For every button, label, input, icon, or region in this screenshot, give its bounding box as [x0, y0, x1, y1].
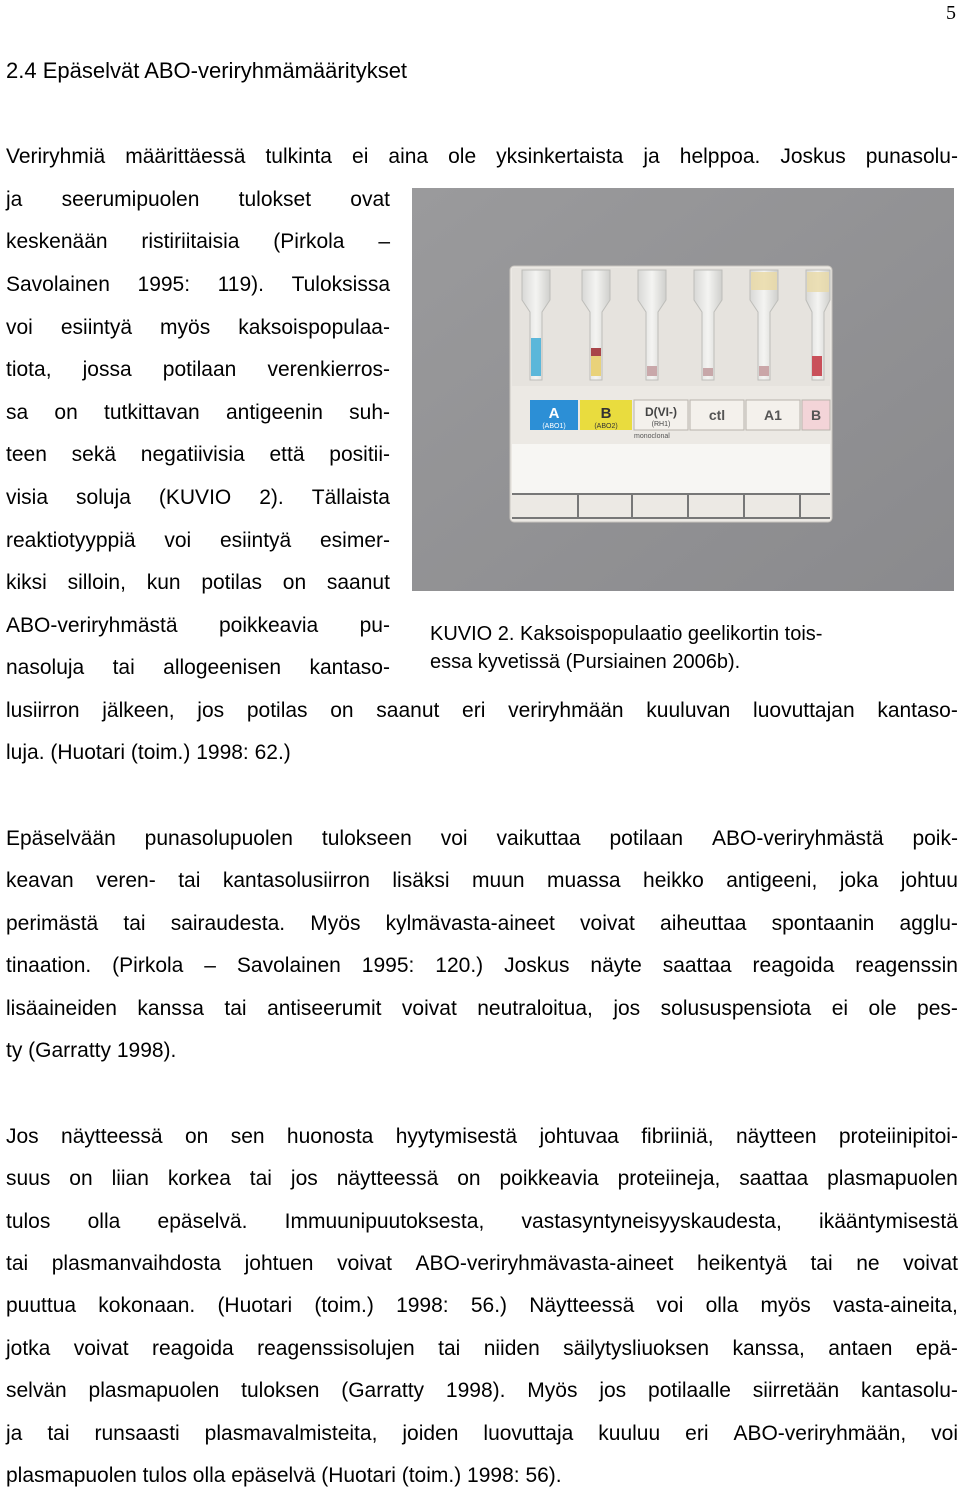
text-line: suus on liian korkea tai jos näytteessä on poikkeavia proteiineja, saattaa plasmapuolen — [6, 1167, 958, 1190]
text-line: tiota, jossa potilaan verenkierros- — [6, 358, 390, 381]
text-line: perimästä tai sairaudesta. Myös kylmävasta-aineet voivat aiheuttaa spontaanin agglu- — [6, 912, 958, 935]
text-line: lisäaineiden kanssa tai antiseerumit voivat neutraloitua, jos solususpensiota ei ole pes- — [6, 997, 958, 1020]
caption-line: essa kyvetissä (Pursiainen 2006b). — [430, 651, 741, 673]
text-line: kiksi silloin, kun potilas on saanut — [6, 571, 390, 594]
text-line: reaktiotyyppiä voi esiintyä esimer- — [6, 529, 390, 552]
figure-caption — [430, 620, 822, 676]
text-line: plasmapuolen tulos olla epäselvä (Huotari (toim.) 1998: 56). — [6, 1464, 562, 1487]
card-label-d-sub: (RH1) — [651, 421, 671, 428]
text-line: tinaation. (Pirkola – Savolainen 1995: 120.) Joskus näyte saattaa reagoida reagenssin — [6, 954, 958, 977]
text-line: ty (Garratty 1998). — [6, 1039, 177, 1062]
text-line: ja seerumipuolen tulokset ovat — [6, 188, 390, 211]
text-line: selvän plasmapuolen tuloksen (Garratty 1998). Myös jos potilaalle siirretään kantasolu- — [6, 1379, 958, 1402]
section-heading: 2.4 Epäselvät ABO-veriryhmämääritykset — [6, 58, 408, 83]
card-label-b2: B — [810, 407, 822, 423]
text-line: ABO-veriryhmästä poikkeavia pu- — [6, 614, 390, 637]
text-line: Savolainen 1995: 119). Tuloksissa — [6, 273, 390, 296]
card-label-ctl: ctl — [708, 407, 726, 423]
text-line: puuttua kokonaan. (Huotari (toim.) 1998: 56.) Näytteessä voi olla myös vasta-aineita, — [6, 1294, 958, 1317]
text-line: ja tai runsaasti plasmavalmisteita, joiden luovuttaja kuuluu eri ABO-veriryhmään, voi — [6, 1422, 958, 1445]
card-label-b: B — [600, 405, 612, 422]
caption-line: KUVIO 2. Kaksoispopulaatio geelikortin tois- — [430, 623, 823, 645]
text-line: nasoluja tai allogeenisen kantaso- — [6, 656, 390, 679]
text-line: tai plasmanvaihdosta johtuen voivat ABO-veriryhmävasta-aineet heikentyä tai ne voivat — [6, 1252, 958, 1275]
page-number: 5 — [946, 2, 956, 24]
text-line: Epäselvään punasolupuolen tulokseen voi vaikuttaa potilaan ABO-veriryhmästä poik- — [6, 827, 958, 850]
text-line: keskenään ristiriitaisia (Pirkola – — [6, 230, 390, 253]
text-line: visia soluja (KUVIO 2). Tällaista — [6, 486, 390, 509]
card-label-d: D(VI-) — [645, 405, 677, 419]
text-line: voi esiintyä myös kaksoispopulaa- — [6, 316, 390, 339]
text-line: jotka voivat reagoida reagenssisolujen tai niiden säilytysliuoksen kanssa, antaen epä- — [6, 1337, 958, 1360]
text-line: sa on tutkittavan antigeenin suh- — [6, 401, 390, 424]
text-line: lusiirron jälkeen, jos potilas on saanut eri veriryhmään kuuluvan luovuttajan kantaso- — [6, 699, 958, 722]
text-line: luja. (Huotari (toim.) 1998: 62.) — [6, 741, 291, 764]
text-line: keavan veren- tai kantasolusiirron lisäksi muun muassa heikko antigeeni, joka johtuu — [6, 869, 958, 892]
card-label-a1: A1 — [764, 407, 782, 423]
text-line: Veriryhmiä määrittäessä tulkinta ei aina ole yksinkertaista ja helppoa. Joskus punasolu- — [6, 145, 958, 168]
card-label-a-sub: (ABO1) — [542, 423, 566, 430]
text-line: Jos näytteessä on sen huonosta hyytymisestä johtuvaa fibriiniä, näytteen proteiinipitoi- — [6, 1125, 958, 1148]
card-label-a: A — [548, 405, 560, 422]
text-line: teen sekä negatiivisia että positii- — [6, 443, 390, 466]
card-label-monoclonal: monoclonal — [634, 433, 670, 440]
text-line: tulos olla epäselvä. Immuunipuutoksesta, vastasyntyneisyyskaudesta, ikääntymisestä — [6, 1210, 958, 1233]
card-label-b-sub: (ABO2) — [594, 423, 618, 430]
gel-card-photo — [412, 188, 954, 591]
